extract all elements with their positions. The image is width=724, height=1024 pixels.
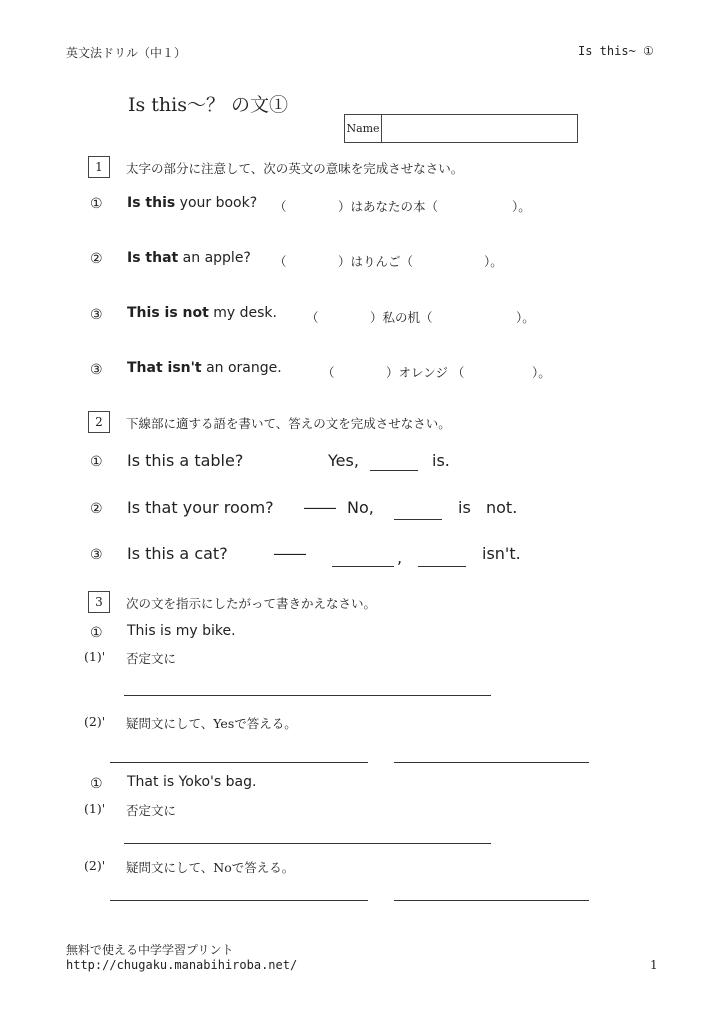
section-2-number: 2 [88, 411, 110, 433]
answer-blank[interactable] [418, 566, 466, 567]
section-2-instruction: 下線部に適する語を書いて、答えの文を完成させなさい。 [126, 416, 451, 431]
section-1-instruction: 太字の部分に注意して、次の英文の意味を完成させなさい。 [126, 161, 464, 176]
answer-blank[interactable] [394, 519, 442, 520]
answer-word: isn't. [482, 544, 521, 563]
item-question: Is that your room? [127, 498, 274, 517]
answer-line[interactable] [110, 762, 368, 763]
item-marker: ③ [90, 547, 103, 563]
item-question: Is this a cat? [127, 544, 228, 563]
dash: ―― [304, 498, 336, 517]
page-number: 1 [650, 958, 658, 972]
answer-word: is [458, 498, 471, 517]
paren-close: ）はあなたの本（ [338, 199, 439, 214]
comma: , [397, 548, 403, 567]
paren-open: （ [322, 365, 335, 380]
item-sentence: That is Yoko's bag. [127, 774, 257, 790]
footer-url[interactable]: http://chugaku.manabihiroba.net/ [66, 958, 298, 972]
paren-open: （ [306, 310, 319, 325]
sub-instruction: 否定文に [126, 651, 177, 666]
section-3-instruction: 次の文を指示にしたがって書きかえなさい。 [126, 596, 377, 611]
item-marker: ② [90, 501, 103, 517]
item-sentence: Is this your book? [127, 195, 258, 211]
paren-end: ）。 [516, 310, 535, 325]
name-label: Name [345, 115, 382, 142]
answer-line[interactable] [394, 762, 589, 763]
answer-word: is. [432, 451, 450, 470]
page-title: Is this～？ の文① [128, 94, 289, 116]
answer-blank[interactable] [332, 566, 394, 567]
item-sentence: That isn't an orange. [127, 360, 282, 376]
item-question: Is this a table? [127, 451, 244, 470]
item-marker: ① [90, 196, 103, 212]
paren-open: （ [274, 254, 287, 269]
item-marker: ① [90, 776, 103, 792]
item-marker: ① [90, 625, 103, 641]
name-box [344, 114, 578, 143]
paren-close: ）私の机（ [370, 310, 433, 325]
item-marker: ③ [90, 307, 103, 323]
sub-marker: (1)' [84, 801, 106, 816]
paren-end: ）。 [512, 199, 531, 214]
answer-line[interactable] [110, 900, 368, 901]
answer-line[interactable] [394, 900, 589, 901]
answer-line[interactable] [124, 695, 491, 696]
dash: ―― [274, 544, 306, 563]
paren-end: ）。 [484, 254, 503, 269]
sub-marker: (2)' [84, 858, 106, 873]
header-right: Is this~ ① [578, 44, 654, 58]
answer-blank[interactable] [370, 470, 418, 471]
name-field[interactable] [382, 115, 577, 142]
answer-word: not. [486, 498, 518, 517]
section-1-number: 1 [88, 156, 110, 178]
item-marker: ② [90, 251, 103, 267]
answer-word: Yes, [328, 451, 359, 470]
paren-close: ）はりんご（ [338, 254, 414, 269]
sub-instruction: 疑問文にして、Noで答える。 [126, 860, 295, 875]
sub-marker: (1)' [84, 649, 106, 664]
footer-title: 無料で使える中学学習プリント [66, 943, 234, 957]
paren-open: （ [274, 199, 287, 214]
paren-close: ）オレンジ （ [386, 365, 465, 380]
section-3-number: 3 [88, 591, 110, 613]
answer-line[interactable] [124, 843, 491, 844]
header-left: 英文法ドリル（中１） [66, 46, 187, 60]
answer-word: No, [347, 498, 374, 517]
sub-instruction: 疑問文にして、Yesで答える。 [126, 716, 297, 731]
item-sentence: This is not my desk. [127, 305, 277, 321]
item-sentence: This is my bike. [127, 623, 236, 639]
item-marker: ① [90, 454, 103, 470]
paren-end: ）。 [532, 365, 551, 380]
sub-instruction: 否定文に [126, 803, 177, 818]
item-marker: ③ [90, 362, 103, 378]
sub-marker: (2)' [84, 714, 106, 729]
item-sentence: Is that an apple? [127, 250, 251, 266]
